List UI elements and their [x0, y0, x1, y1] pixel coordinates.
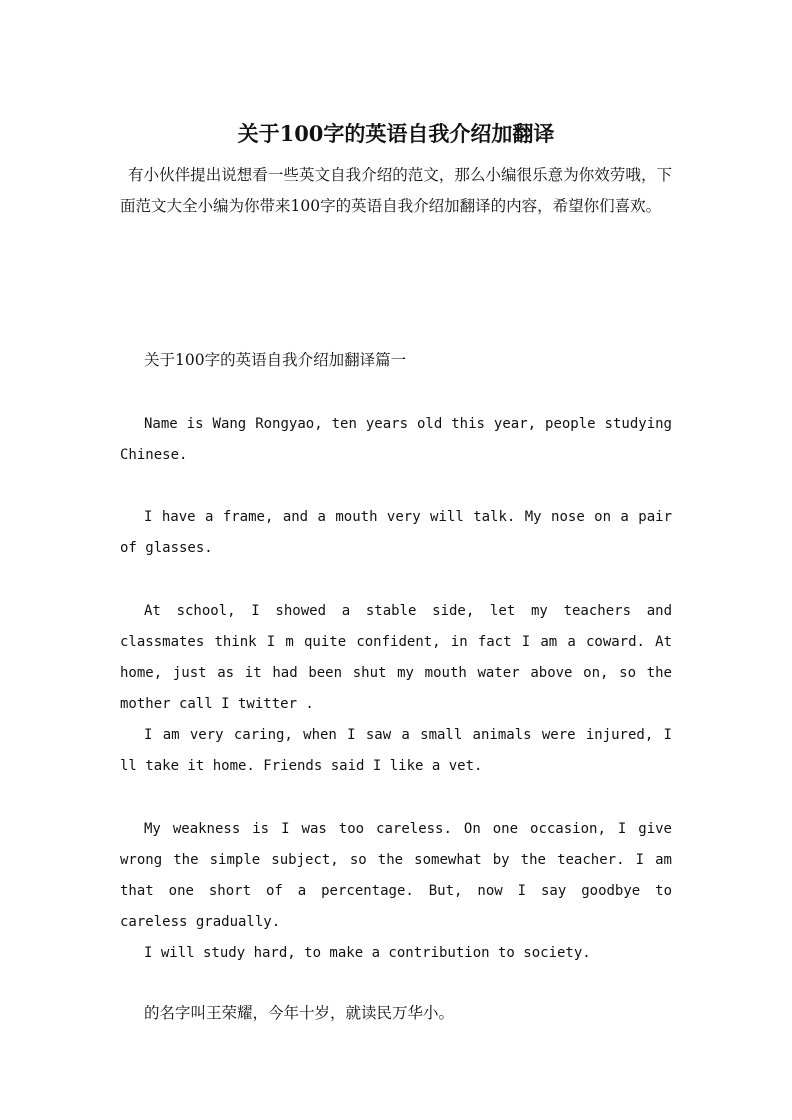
body-paragraph: I will study hard, to make a contribution to society.	[144, 945, 591, 961]
body-paragraph: My weakness is I was too careless. On one occasion, I give wrong the simple subject, so the somewhat by the teacher. I am that one short of a percentage. But, now I say goodbye to careless gradually.	[120, 821, 672, 930]
body-paragraph-chinese: 的名字叫王荣耀，今年十岁，就读民万华小。	[144, 1004, 455, 1022]
section-heading: 关于100字的英语自我介绍加翻译篇一	[144, 351, 407, 369]
body-paragraph: At school, I showed a stable side, let my teachers and classmates think I m quite confident, in fact I am a coward. At home, just as it had been shut my mouth water above on, so the mother call I twitter .	[120, 603, 672, 712]
body-paragraph: Name is Wang Rongyao, ten years old this year, people studying Chinese.	[120, 416, 672, 463]
body-paragraph: I am very caring, when I saw a small animals were injured, I ll take it home. Friends said I like a vet.	[120, 727, 672, 774]
intro-paragraph: 有小伙伴提出说想看一些英文自我介绍的范文，那么小编很乐意为你效劳哦，下面范文大全小编为你带来100字的英语自我介绍加翻译的内容，希望你们喜欢。	[120, 166, 672, 215]
document-title: 关于100字的英语自我介绍加翻译	[237, 121, 555, 146]
body-paragraph: I have a frame, and a mouth very will talk. My nose on a pair of glasses.	[120, 509, 672, 556]
